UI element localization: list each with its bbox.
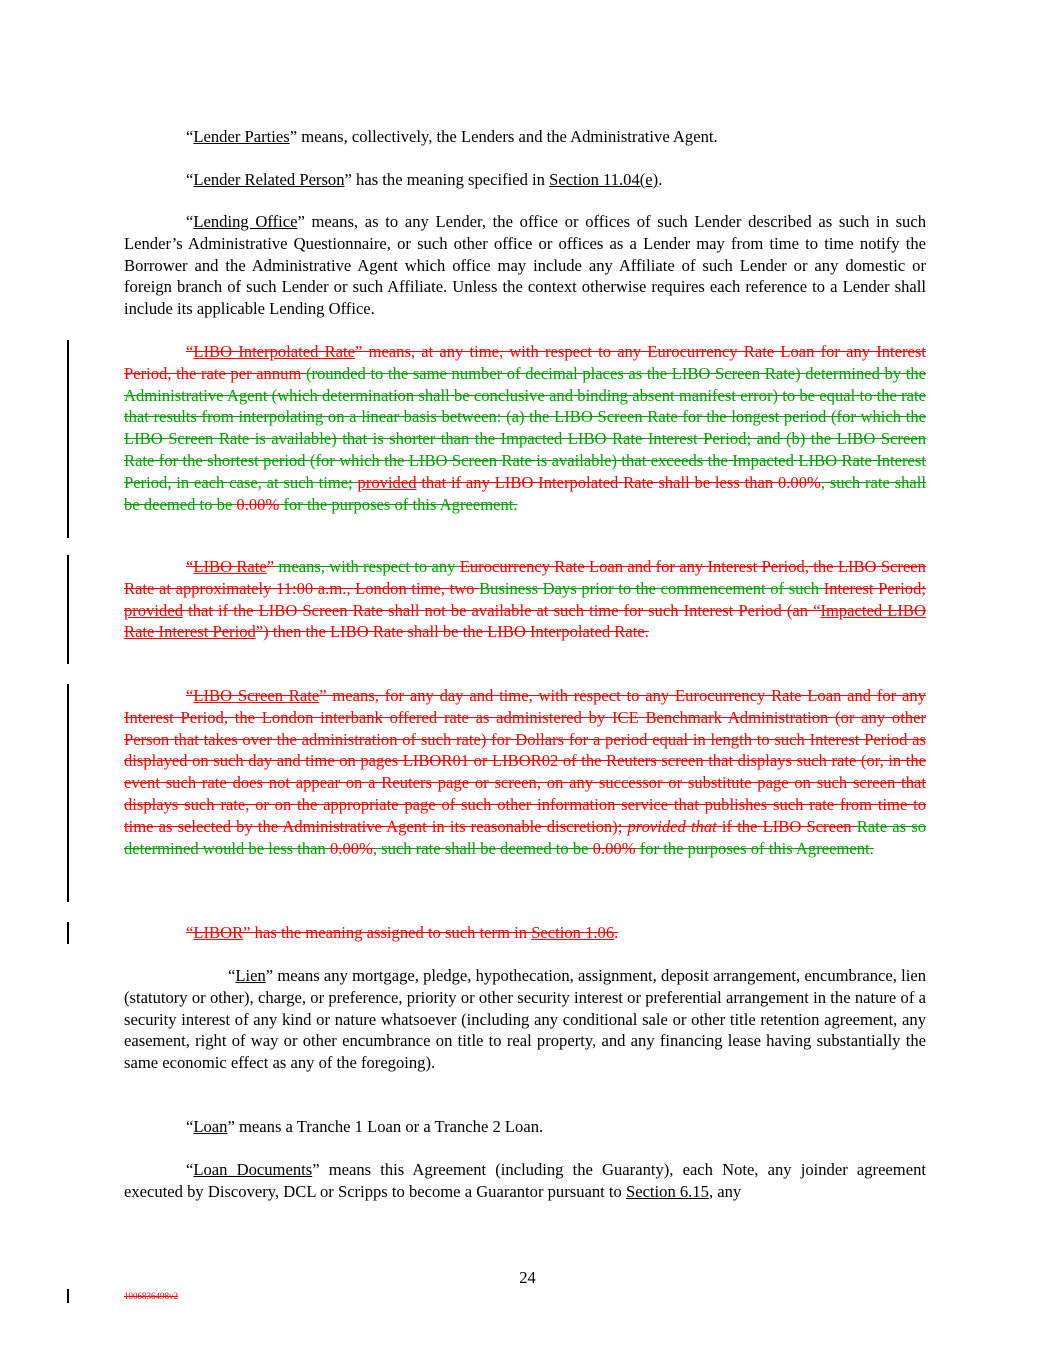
deleted-text: if the LIBO Screen [716,816,857,836]
deleted-text: 0.00% [592,838,636,858]
deleted-text: means, for any day and time, with respect to any Eurocurrency Rate Loan and for any Interest Period, the London interbank offered rate as administered by ICE Benchmark Administration (or any other Person that takes over the administration of such rate) for Dollars for a period equal in length to such Interest Period as displayed on such day and time on pages LIBOR01 or LIBOR02 of the Reuters screen that displays such rate (or, in the event such rate does not appear on a Reuters page or screen, on any successor or substitute page on such screen that displays such rate, or on the appropriate page of such other information service that publishes such rate from time to time as selected by the Administrative Agent in its reasonable discretion); [124,686,926,836]
deleted-text: Eurocurrency Rate Loan and for any Interest Period, the LIBO Screen Rate at approximately 11:00 a.m., London time, two [124,557,926,598]
moved-text: Rate as so determined would be less than [124,816,926,858]
defined-term: Lender Parties [193,127,290,146]
definition-text: means, as to any Lender, the office or offices of such Lender described as such in such Lender’s Administrative Questionnaire, or such other office or offices as a Lender may from time to time notify the Borrower and the Administrative Agent which office may include any Affiliate of such Lender or any domestic or foreign branch of such Lender or such Affiliate. Unless the context otherwise requires each reference to a Lender shall include its applicable Lending Office. [124,212,927,319]
defined-term: Lending Office [193,212,298,231]
deleted-text: provided [124,600,183,620]
section-reference: Section 6.15 [625,1181,709,1201]
deleted-text: 0.00% [236,494,280,514]
defined-term: Lien [235,966,266,985]
moved-text: means, with respect to any [274,557,460,576]
defined-term: LIBOR [193,923,244,942]
defined-term: Lender Related Person [193,170,345,189]
moved-text: Business Days prior to the commencement of such [479,578,824,598]
definition-text: means a Tranche 1 Loan or a Tranche 2 Loan. [234,1117,544,1136]
deleted-text: has the meaning assigned to such term in [250,923,532,942]
definition-lender-parties: “Lender Parties” means, collectively, the Lenders and the Administrative Agent. [186,127,718,146]
definition-lender-related-person: “Lender Related Person” has the meaning specified in Section 11.04(e). [186,170,663,189]
moved-text: , such rate shall be deemed to be [372,838,593,858]
deleted-text: Interest Period; [823,578,927,598]
definition-text: means any mortgage, pledge, hypothecation, assignment, deposit arrangement, encumbrance, lien (statutory or other), charge, or preference, priority or other security interest or preferential arrangement in the nature of a security interest of any kind or nature whatsoever (including any conditional sale or other title retention agreement, any easement, right of way or other encumbrance on title to real property, and any financing lease having substantially the same economic effect as any of the foregoing). [124,966,926,1073]
definition-libo-interpolated-rate: “LIBO Interpolated Rate” means, at any time, with respect to any Eurocurrency Rate Loan for any Interest Period, the rate per annum (rounded to the same number of decimal places as the LIBO Screen Rate) determined by the Administrative Agent (which determination shall be conclusive and binding absent manifest error) to be equal to the rate that results from interpolating on a linear basis between: (a) the LIBO Screen Rate for the longest period (for which the LIBO Screen Rate is available) that is shorter than the Impacted LIBO Rate Interest Period; and (b) the LIBO Screen Rate for the shortest period (for which the LIBO Screen Rate is available) that exceeds the Impacted LIBO Rate Interest Period, in each case, at such time; provided that if any LIBO Interpolated Rate shall be less than 0.00%, such rate shall be deemed to be 0.00% for the purposes of this Agreement. [124,342,926,514]
change-bar [67,922,69,944]
document-id: 1006836498v2 [124,1291,178,1301]
page-number: 24 [519,1268,536,1287]
definition-lien: “Lien” means any mortgage, pledge, hypothecation, assignment, deposit arrangement, encumbrance, lien (statutory or other), charge, or preference, priority or other security interest or preferential arrangement in the nature of a security interest of any kind or nature whatsoever (including any conditional sale or other title retention agreement, any easement, right of way or other encumbrance on title to real property, and any financing lease having substantially the same economic effect as any of the foregoing). [124,966,926,1073]
definition-loan-documents: “Loan Documents” means this Agreement (including the Guaranty), each Note, any joinder agreement executed by Discovery, DCL or Scripps to become a Guarantor pursuant to Section 6.15, any [124,1160,926,1201]
definition-lending-office: “Lending Office” means, as to any Lender, the office or offices of such Lender described as such in such Lender’s Administrative Questionnaire, or such other office or offices as a Lender may from time to time notify the Borrower and the Administrative Agent which office may include any Affiliate of such Lender or any domestic or foreign branch of such Lender or such Affiliate. Unless the context otherwise requires each reference to a Lender shall include its applicable Lending Office. [124,212,927,319]
moved-text: , such rate shall be deemed to be [124,472,926,514]
defined-term: LIBO Interpolated Rate [193,342,355,361]
deleted-text: provided [357,472,417,492]
definition-libor: “LIBOR” has the meaning assigned to such term in Section 1.06. [186,923,619,942]
deleted-text: Section 1.06 [531,923,615,942]
moved-text: (rounded to the same number of decimal places as the LIBO Screen Rate) determined by the Administrative Agent (which determination shall be conclusive and binding absent manifest error) to be equal to the rate that results from interpolating on a linear basis between: (a) the LIBO Screen Rate for the longest period (for which the LIBO Screen Rate is available) that is shorter than the Impacted LIBO Rate Interest Period; and (b) the LIBO Screen Rate for the shortest period (for which the LIBO Screen Rate is available) that exceeds the Impacted LIBO Rate Interest Period, in each case, at such time; [124,363,926,492]
deleted-text: that if any LIBO Interpolated Rate shall be less than 0.00% [416,472,821,492]
definition-libo-screen-rate: “LIBO Screen Rate” means, for any day and time, with respect to any Eurocurrency Rate Loan and for any Interest Period, the London interbank offered rate as administered by ICE Benchmark Administration (or any other Person that takes over the administration of such rate) for Dollars for a period equal in length to such Interest Period as displayed on such day and time on pages LIBOR01 or LIBOR02 of the Reuters screen that displays such rate (or, in the event such rate does not appear on a Reuters page or screen, on any successor or substitute page on such screen that displays such rate, or on the appropriate page of such other information service that publishes such rate from time to time as selected by the Administrative Agent in its reasonable discretion); provided that if the LIBO Screen Rate as so determined would be less than 0.00%, such rate shall be deemed to be 0.00% for the purposes of this Agreement. [124,686,926,858]
deleted-text: Impacted LIBO Rate Interest Period [124,600,926,642]
moved-text: for the purposes of this Agreement. [635,838,874,858]
definition-text: means this Agreement (including the Guaranty), each Note, any joinder agreement executed by Discovery, DCL or Scripps to become a Guarantor pursuant to [124,1160,926,1201]
change-bar [67,684,69,902]
section-reference: Section 11.04(e) [549,170,659,189]
change-bar [67,1289,69,1303]
change-bar [67,555,69,664]
deleted-text: provided that [627,816,717,836]
definition-loan: “Loan” means a Tranche 1 Loan or a Tranche 2 Loan. [186,1117,544,1136]
definition-libo-rate: “LIBO Rate” means, with respect to any Eurocurrency Rate Loan and for any Interest Period, the LIBO Screen Rate at approximately 11:00 a.m., London time, two Business Days prior to the commencement of such Interest Period; provided that if the LIBO Screen Rate shall not be available at such time for such Interest Period (an “Impacted LIBO Rate Interest Period”) then the LIBO Rate shall be the LIBO Interpolated Rate. [124,557,927,642]
deleted-text: ”) then the LIBO Rate shall be the LIBO Interpolated Rate. [255,622,649,642]
deleted-text: 0.00% [330,838,373,858]
deleted-text: . [614,923,619,942]
definition-end: . [658,170,663,189]
defined-term: Loan [193,1117,228,1136]
definition-text: means, collectively, the Lenders and the Administrative Agent. [297,127,718,146]
deleted-text: that if the LIBO Screen Rate shall not be available at such time for such Interest Period (an “ [183,600,821,620]
change-bar [67,340,69,538]
defined-term: Loan Documents [193,1160,313,1179]
defined-term: LIBO Rate [193,557,267,576]
moved-text: for the purposes of this Agreement. [279,494,518,514]
defined-term: LIBO Screen Rate [193,686,320,705]
definition-end: , any [708,1181,742,1201]
definition-text: has the meaning specified in [351,170,550,189]
deleted-text: means, at any time, with respect to any Eurocurrency Rate Loan for any Interest Period, the rate per annum [124,342,926,383]
